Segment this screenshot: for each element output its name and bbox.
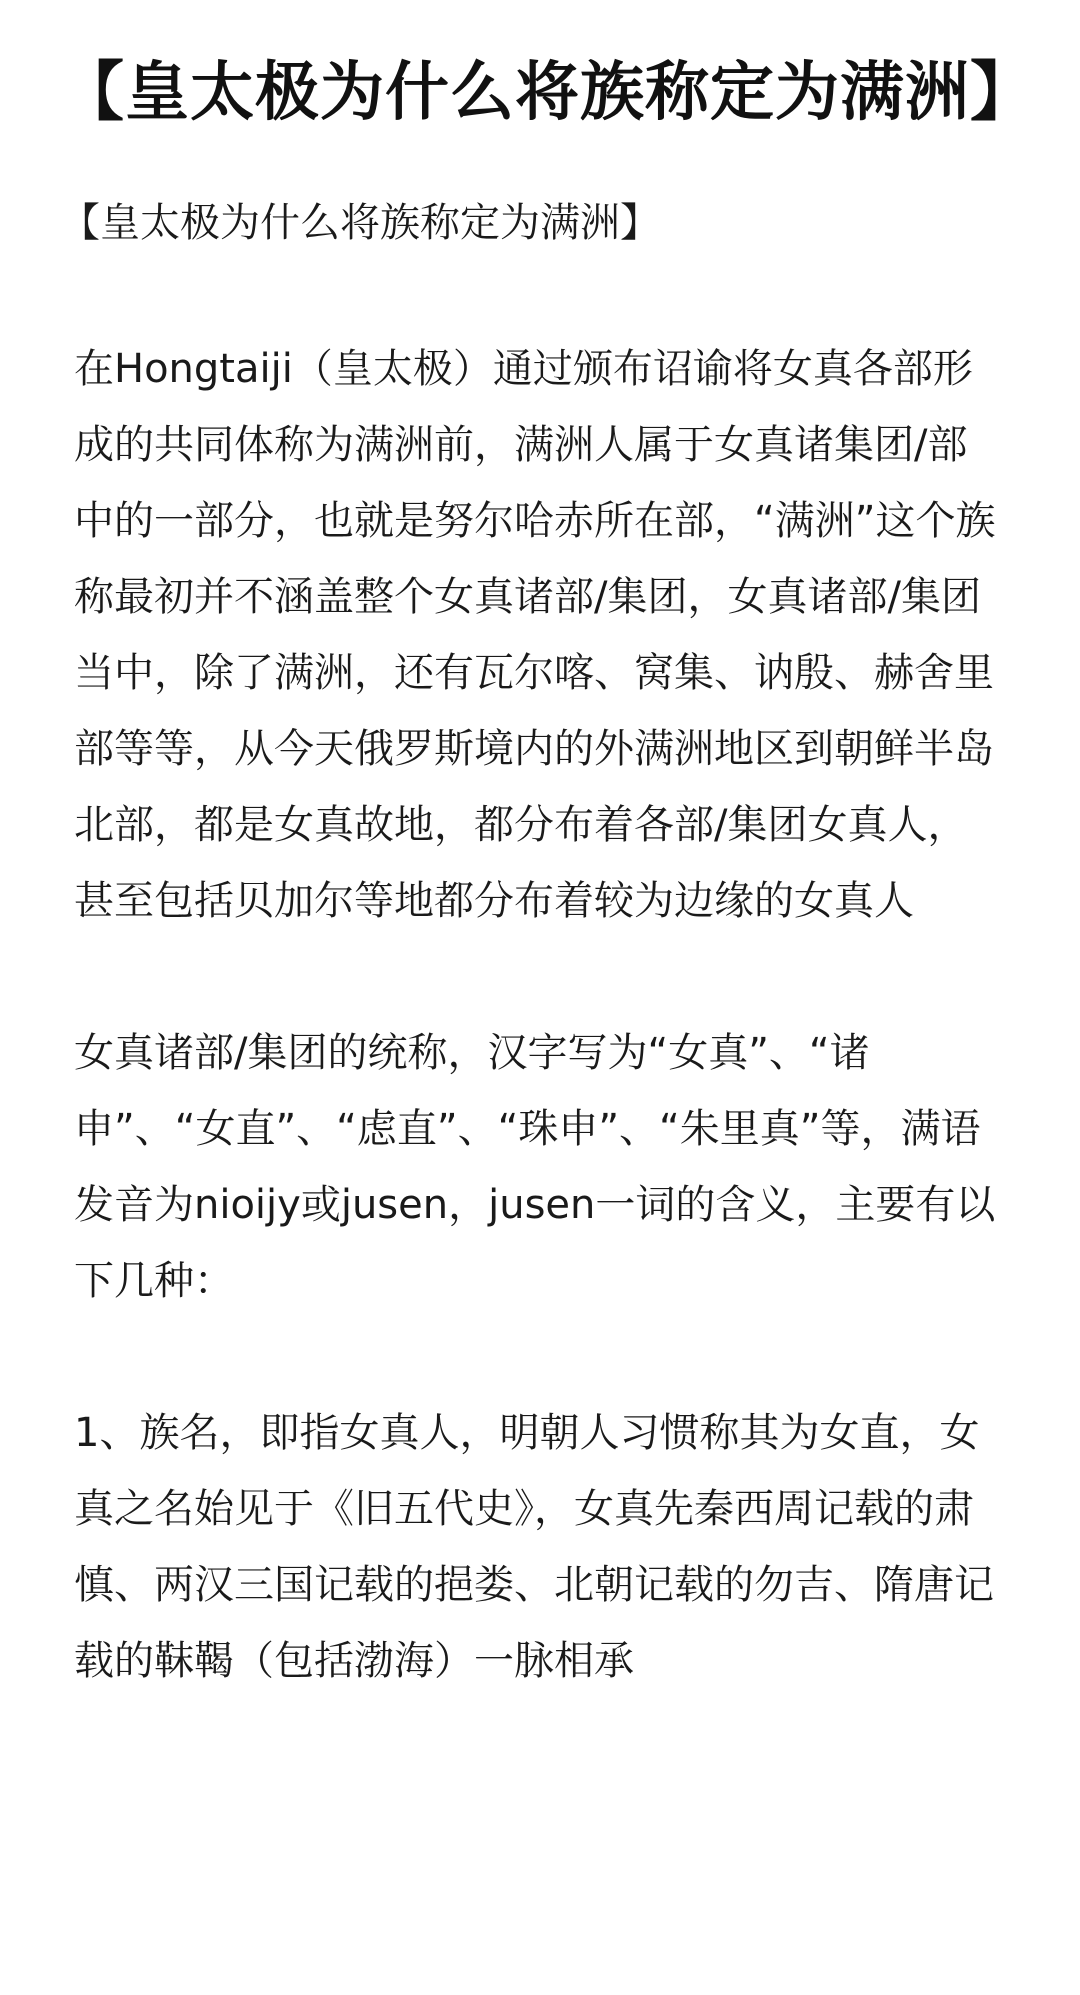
paragraph-jurchen-names: 女真诸部/集团的统称，汉字写为“女真”、“诸申”、“女直”、“虑直”、“珠申”、“朱里真”等，满语发音为nioijy或jusen，jusen一词的含义，主要有以下几种： xyxy=(74,1030,996,1304)
article xyxy=(60,50,1035,1699)
article-subtitle: 【皇太极为什么将族称定为满洲】 xyxy=(60,200,660,246)
paragraph-ethnic-name: 1、族名，即指女真人，明朝人习惯称其为女直，女真之名始见于《旧五代史》，女真先秦西周记载的肃慎、两汉三国记载的挹娄、北朝记载的勿吉、隋唐记载的靺鞨（包括渤海）一脉相承 xyxy=(74,1410,994,1684)
paragraph-manchu-origin: 在Hongtaiji（皇太极）通过颁布诏谕将女真各部形成的共同体称为满洲前，满洲人属于女真诸集团/部中的一部分，也就是努尔哈赤所在部，“满洲”这个族称最初并不涵盖整个女真诸部/集团，女真诸部/集团当中，除了满洲，还有瓦尔喀、窝集、讷殷、赫舍里部等等，从今天俄罗斯境内的外满洲地区到朝鲜半岛北部，都是女真故地，都分布着各部/集团女真人，甚至包括贝加尔等地都分布着较为边缘的女真人 xyxy=(74,346,996,924)
article-title: 【皇太极为什么将族称定为满洲】 xyxy=(60,56,1035,130)
